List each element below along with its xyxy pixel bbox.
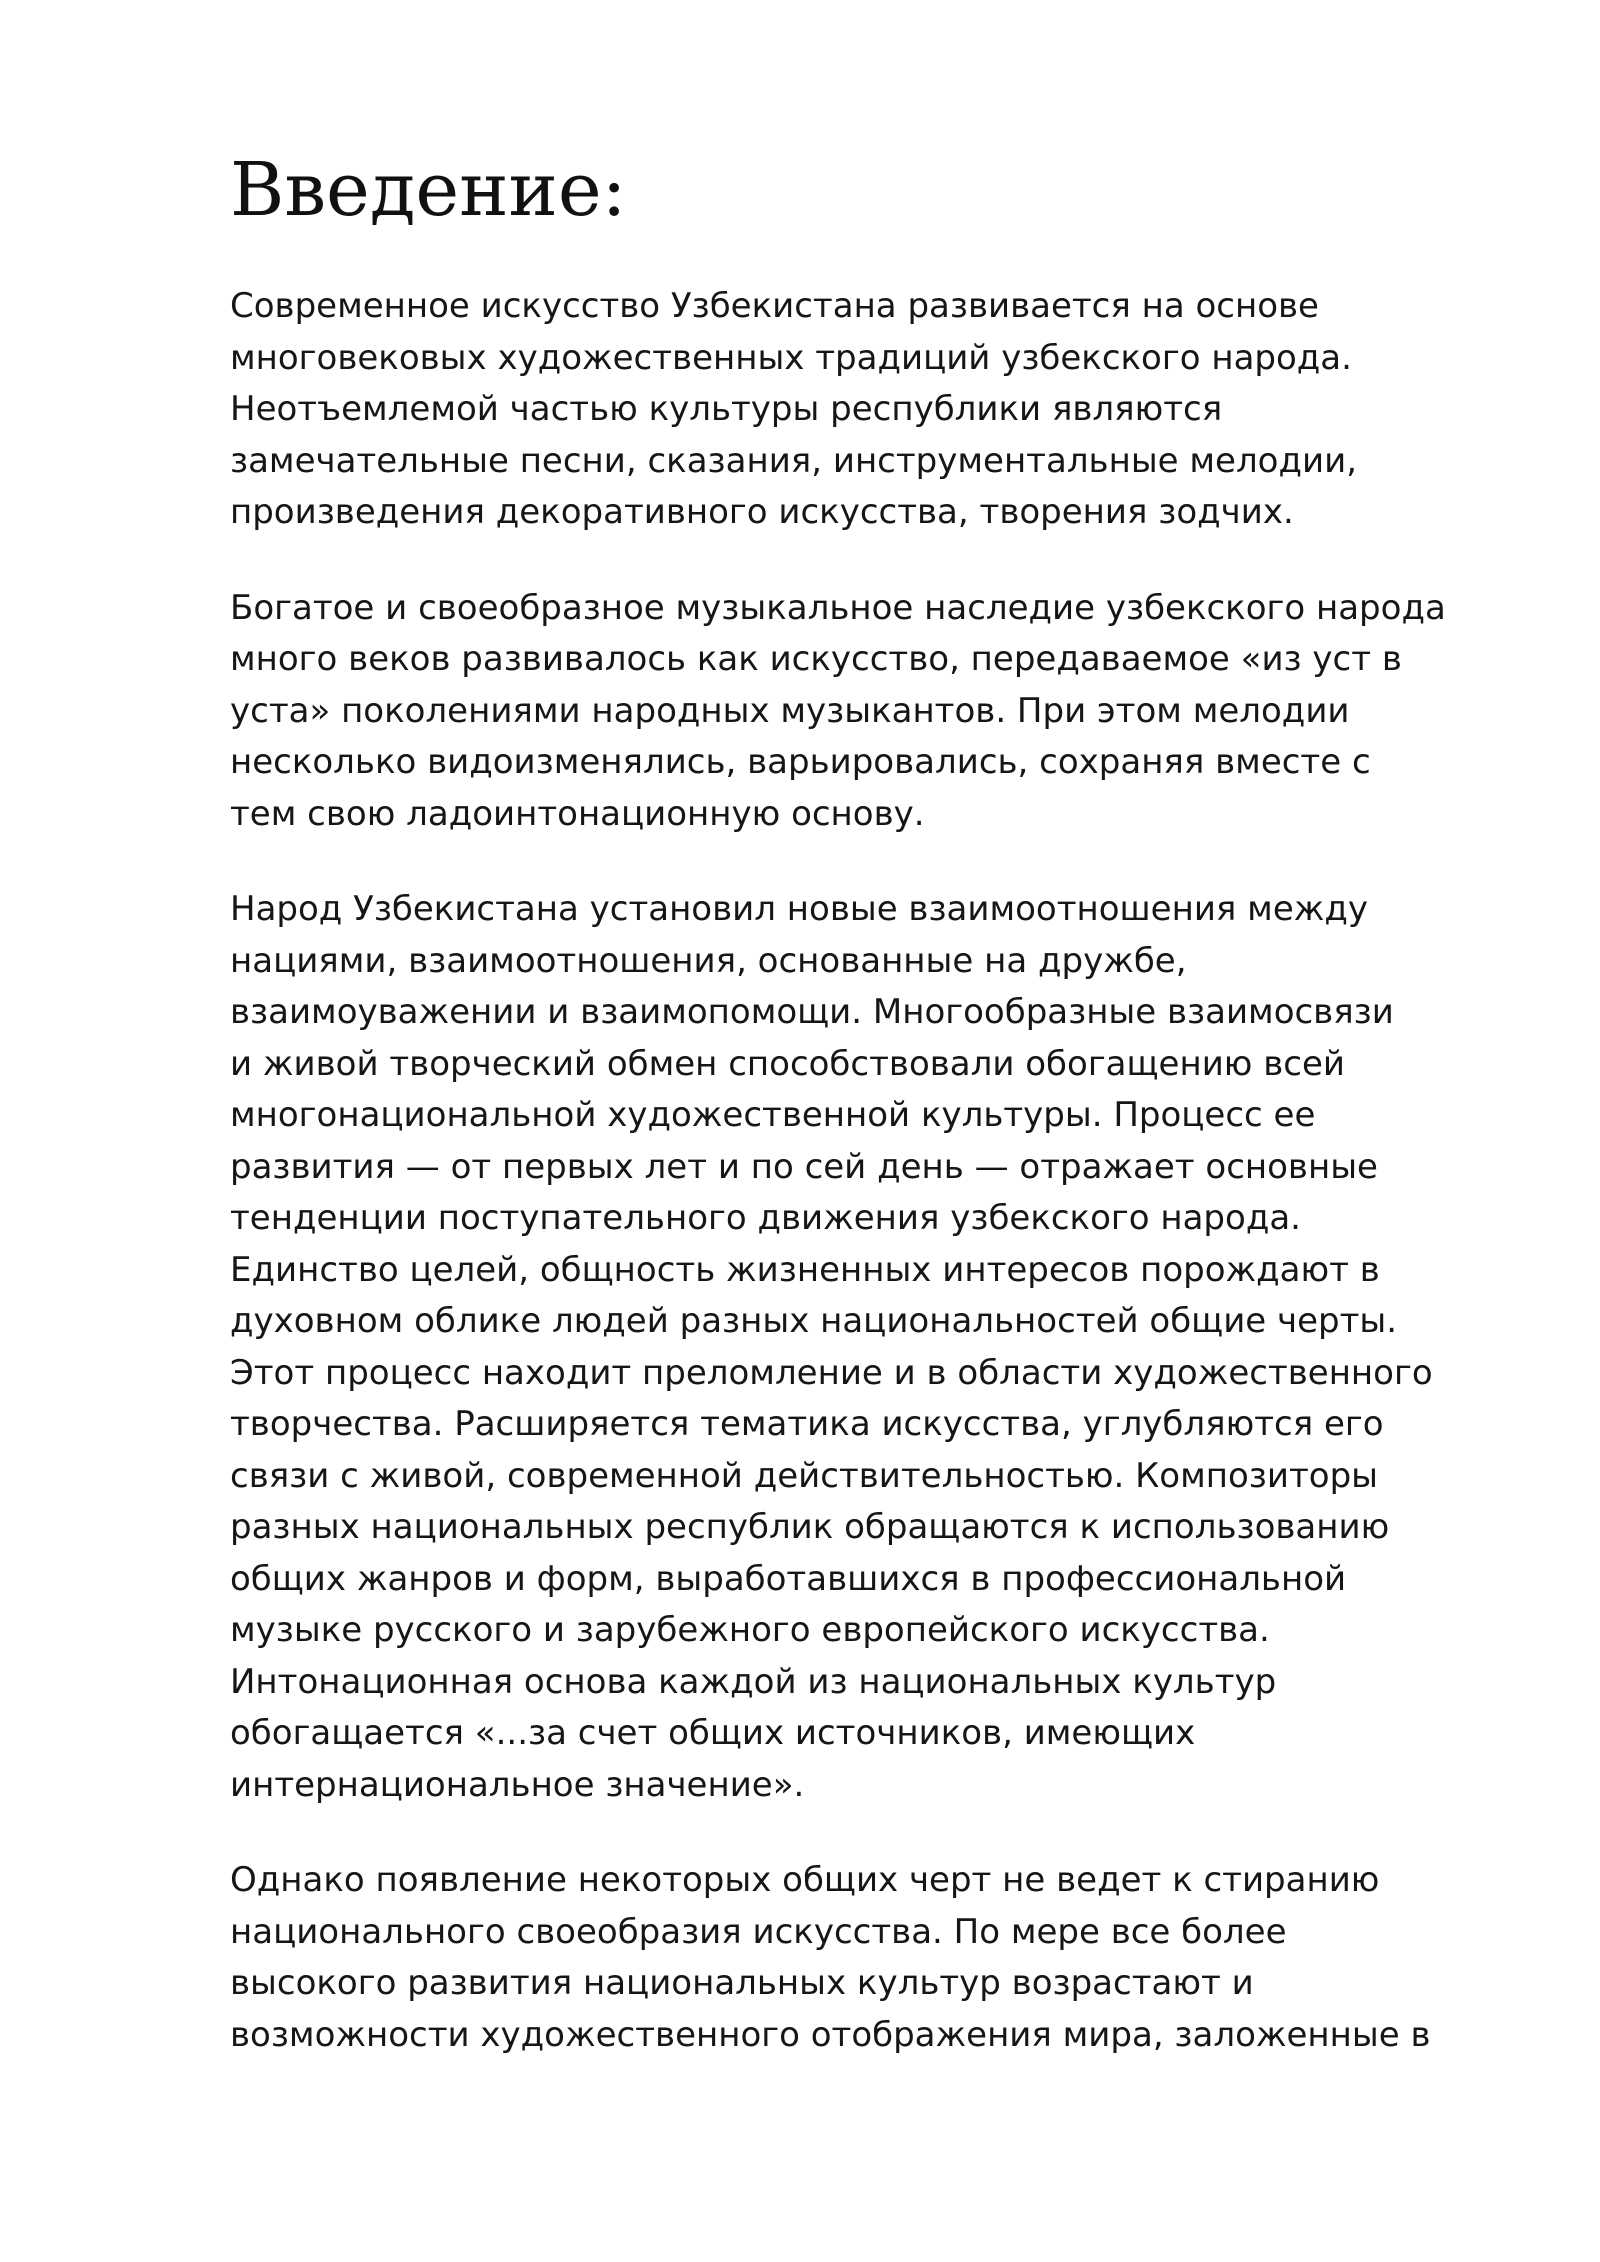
text-line: связи с живой, современной действительностью. Композиторы xyxy=(230,1455,1378,1496)
text-line: уста» поколениями народных музыкантов. При этом мелодии xyxy=(230,690,1350,731)
text-line: Однако появление некоторых общих черт не ведет к стиранию xyxy=(230,1860,1380,1901)
text-line: и живой творческий обмен способствовали обогащению всей xyxy=(230,1043,1345,1084)
text-line: национального своеобразия искусства. По мере все более xyxy=(230,1911,1287,1952)
text-line: обогащается «...за счет общих источников, имеющих xyxy=(230,1713,1196,1754)
text-line: Этот процесс находит преломление и в области художественного xyxy=(230,1352,1433,1393)
text-line: нациями, взаимоотношения, основанные на дружбе, xyxy=(230,940,1187,981)
text-line: Интонационная основа каждой из национальных культур xyxy=(230,1661,1277,1702)
text-line: разных национальных республик обращаются к использованию xyxy=(230,1507,1390,1548)
text-line: Неотъемлемой частью культуры республики являются xyxy=(230,389,1223,430)
text-line: возможности художественного отображения мира, заложенные в xyxy=(230,2014,1431,2055)
text-line: тенденции поступательного движения узбекского народа. xyxy=(230,1198,1301,1239)
text-line: взаимоуважении и взаимопомощи. Многообразные взаимосвязи xyxy=(230,992,1394,1033)
text-line: музыке русского и зарубежного европейского искусства. xyxy=(230,1610,1270,1651)
text-line: творчества. Расширяется тематика искусства, углубляются его xyxy=(230,1404,1384,1445)
text-line: высокого развития национальных культур возрастают и xyxy=(230,1963,1254,2004)
text-line: многонациональной художественной культуры. Процесс ее xyxy=(230,1095,1316,1136)
document-title: Введение: xyxy=(230,147,627,233)
text-line: интернациональное значение». xyxy=(230,1764,805,1805)
paragraph-4 xyxy=(230,1855,1520,2061)
text-line: несколько видоизменялись, варьировались, сохраняя вместе с xyxy=(230,742,1371,783)
text-line: многовековых художественных традиций узбекского народа. xyxy=(230,337,1352,378)
document-content xyxy=(230,147,1520,2105)
text-line: Богатое и своеобразное музыкальное наследие узбекского народа xyxy=(230,587,1446,628)
text-line: Народ Узбекистана установил новые взаимоотношения между xyxy=(230,889,1369,930)
paragraph-1 xyxy=(230,281,1520,539)
text-line: тем свою ладоинтонационную основу. xyxy=(230,793,925,834)
paragraph-3 xyxy=(230,884,1520,1811)
paragraph-2 xyxy=(230,583,1520,841)
text-line: общих жанров и форм, выработавшихся в профессиональной xyxy=(230,1558,1347,1599)
text-line: Современное искусство Узбекистана развивается на основе xyxy=(230,286,1319,327)
text-line: замечательные песни, сказания, инструментальные мелодии, xyxy=(230,440,1357,481)
text-line: много веков развивалось как искусство, передаваемое «из уст в xyxy=(230,639,1402,680)
text-line: развития — от первых лет и по сей день — отражает основные xyxy=(230,1146,1378,1187)
text-line: духовном облике людей разных национальностей общие черты. xyxy=(230,1301,1398,1342)
text-line: Единство целей, общность жизненных интересов порождают в xyxy=(230,1249,1380,1290)
text-line: произведения декоративного искусства, творения зодчих. xyxy=(230,492,1294,533)
